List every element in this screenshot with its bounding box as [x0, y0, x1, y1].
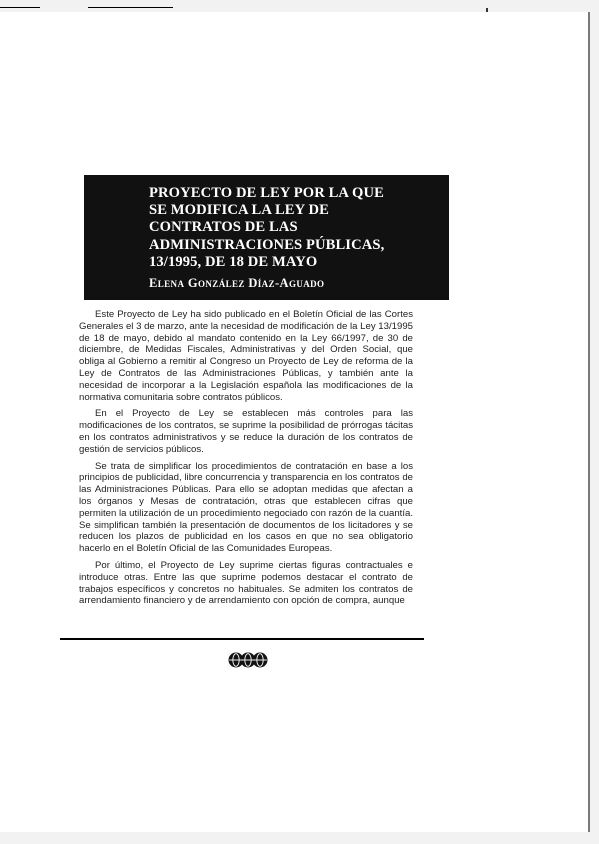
footer-rule — [60, 638, 424, 640]
page — [0, 12, 588, 832]
publisher-logo-icon — [228, 651, 268, 669]
title-block — [84, 175, 449, 300]
body-paragraph: En el Proyecto de Ley se establecen más controles para las modificaciones de los contratos, se suprime la posibilidad de prórrogas tácitas en los contratos administrativos y se reduce la duración de los contratos de gestión de servicios públicos. — [79, 408, 413, 455]
article-author: Elena González Díaz-Aguado — [149, 276, 325, 291]
top-edge-rule — [0, 7, 40, 8]
article-body — [79, 309, 413, 612]
body-paragraph: Se trata de simplificar los procedimientos de contratación en base a los principios de publicidad, libre concurrencia y transparencia en los contratos de las Administraciones Públicas. Para ello se adoptan medidas que afectan a los órganos y Mesas de contratación, otras que establecen cifras que permiten la utilización de un procedimiento negociado con razón de la cuantía. Se simplifican también la presentación de documentos de los licitadores y se reducen los plazos de publicidad en los casos en que no sea obligatorio hacerlo en el Boletín Oficial de las Comunidades Europeas. — [79, 460, 413, 555]
body-paragraph: Por último, el Proyecto de Ley suprime ciertas figuras contractuales e introduce otras. Entre las que suprime podemos destacar el contrato de trabajos específicos y concretos no habituales. Se admiten los contratos de arrendamiento financiero y de arrendamiento con opción de compra, aunque — [79, 559, 413, 607]
body-paragraph: Este Proyecto de Ley ha sido publicado en el Boletín Oficial de las Cortes Generales el 3 de marzo, ante la necesidad de modificación de la Ley 13/1995 de 18 de mayo, debido al mandato contenido en la Ley 66/1997, de 30 de diciembre, de Medidas Fiscales, Administrativas y del Orden Social, que obliga al Gobierno a remitir al Congreso un Proyecto de Ley de reforma de la Ley de Contratos de las Administraciones Públicas, y también ante la necesidad de incorporar a la Legislación española las modificaciones de la normativa comunitaria sobre contratos públicos. — [79, 309, 413, 403]
article-title: PROYECTO DE LEY POR LA QUE SE MODIFICA LA LEY DE CONTRATOS DE LAS ADMINISTRACIONES PÚBLICAS, 13/1995, DE 18 DE MAYO — [149, 185, 385, 270]
top-edge-rule-2 — [88, 7, 173, 8]
